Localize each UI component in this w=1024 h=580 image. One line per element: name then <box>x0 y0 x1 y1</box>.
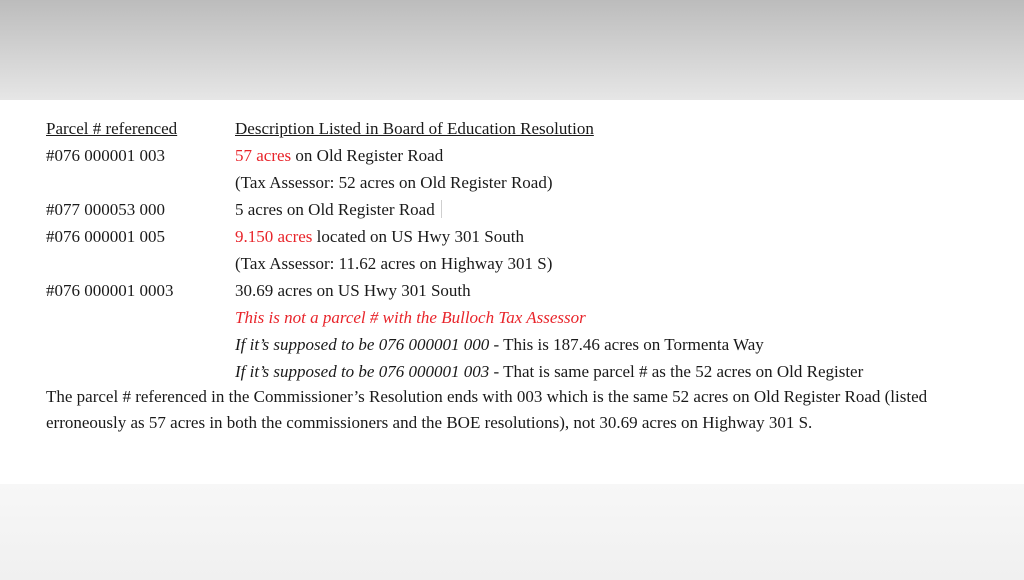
tax-assessor-note: (Tax Assessor: 11.62 acres on Highway 301 S) <box>235 254 553 273</box>
parcel-description: 30.69 acres on US Hwy 301 South <box>235 281 471 300</box>
parcel-number: #076 000001 003 <box>46 146 165 165</box>
acres-highlight: 57 acres <box>235 146 292 165</box>
description-text: - This is 187.46 acres on Tormenta Way <box>489 335 764 354</box>
description-text: 5 acres on Old Register Road <box>235 200 435 219</box>
bottom-band <box>0 484 1024 580</box>
description-text: on Old Register Road <box>291 146 444 165</box>
tax-assessor-note: (Tax Assessor: 52 acres on Old Register Road) <box>235 173 553 192</box>
header-parcel: Parcel # referenced <box>46 119 178 138</box>
parcel-description <box>235 146 443 166</box>
italic-condition: If it’s supposed to be 076 000001 003 <box>235 362 490 381</box>
parcel-number: #076 000001 0003 <box>46 281 174 300</box>
alternative-parcel-note <box>235 362 863 382</box>
description-text: - That is same parcel # as the 52 acres on Old Register <box>489 362 864 381</box>
header-description: Description Listed in Board of Education Resolution <box>235 119 594 138</box>
italic-condition: If it’s supposed to be 076 000001 000 <box>235 335 490 354</box>
text-cursor <box>441 200 442 218</box>
parcel-description <box>235 227 524 247</box>
not-a-parcel-warning: This is not a parcel # with the Bulloch Tax Assessor <box>235 308 586 327</box>
document-page <box>0 100 1024 484</box>
top-gray-band <box>0 0 1024 100</box>
parcel-number: #076 000001 005 <box>46 227 165 246</box>
alternative-parcel-note <box>235 335 764 355</box>
parcel-description <box>235 200 442 220</box>
description-text: located on US Hwy 301 South <box>312 227 524 246</box>
parcel-number: #077 000053 000 <box>46 200 165 219</box>
acres-highlight: 9.150 acres <box>235 227 313 246</box>
summary-paragraph: The parcel # referenced in the Commissioner’s Resolution ends with 003 which is the same 52 acres on Old Register Road (listed erroneously as 57 acres in both the commissioners and the BOE resolutions), not 30.69 acres on Highway 301 S. <box>46 387 928 432</box>
